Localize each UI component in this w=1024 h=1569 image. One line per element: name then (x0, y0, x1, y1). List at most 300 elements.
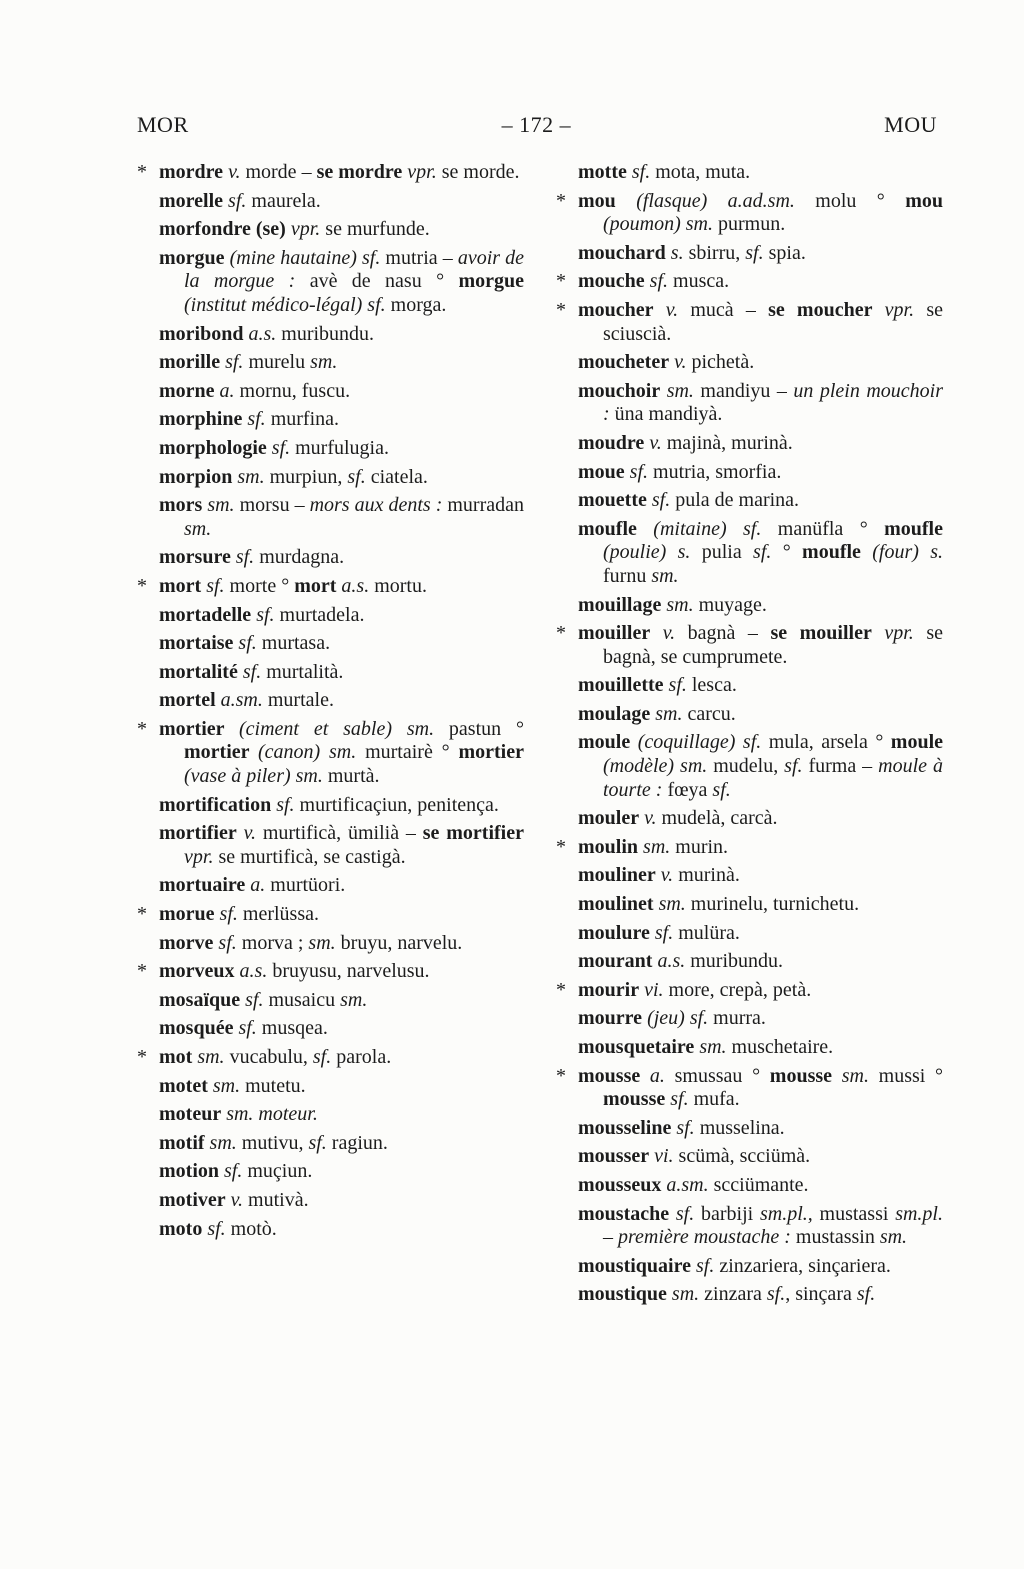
entry-text-segment: musselina. (699, 1116, 785, 1139)
entry-text-segment: morfondre (se) (159, 218, 286, 241)
entry-text-segment: mosaïque (159, 988, 241, 1011)
entry-text-segment: morelle (159, 189, 224, 212)
entry-text-segment: a.s. (243, 322, 282, 345)
entry-text-segment: sf. (347, 465, 371, 488)
entry-text-segment: pulia (701, 541, 754, 564)
entry-text-segment: mousse (769, 1064, 833, 1087)
entry-text-segment: murtüori. (270, 874, 346, 897)
dictionary-entry (556, 864, 943, 888)
entry-text-segment: avè de nasu ° (309, 270, 459, 293)
entry-text-segment: murinelu, turnichetu. (690, 893, 860, 916)
dictionary-entry (137, 989, 524, 1013)
entry-text-segment: mutivà. (248, 1188, 309, 1211)
entry-text-segment: morveux (159, 960, 235, 983)
header-page-number: – 172 – (501, 112, 572, 137)
entry-text-segment: moulinet (578, 893, 654, 916)
entry-text-segment: morga. (390, 293, 447, 316)
entry-text-segment: morva ; (241, 931, 309, 954)
entry-text-segment: sf. (663, 674, 692, 697)
entry-text-segment: moulure (578, 921, 650, 944)
entry-text-segment: moteur (159, 1103, 222, 1126)
entry-text-segment: mouchard (578, 241, 666, 264)
entry-text-segment: mudelà, carcà. (661, 807, 778, 830)
entry-text-segment: se mouiller (770, 622, 872, 645)
entry-text-segment: (modèle) sm. (603, 755, 714, 778)
entry-text-segment: sf. (646, 489, 676, 512)
entry-text-segment: moustache (578, 1202, 670, 1225)
dictionary-entry (137, 546, 524, 570)
dictionary-entry (137, 689, 524, 713)
dictionary-entry (556, 270, 943, 294)
entry-text-segment: mors (159, 494, 203, 517)
dictionary-entry (556, 351, 943, 375)
entry-text-segment: zinzariera, sinçariera. (719, 1254, 891, 1277)
entry-text-segment: mota, muta. (655, 161, 751, 183)
dictionary-entry (137, 247, 524, 318)
entry-text-segment: mousse (603, 1088, 666, 1111)
entry-text-segment: (four) s. (872, 541, 944, 564)
homonym-asterisk-icon: * (556, 270, 566, 293)
entry-text-segment: mortel (159, 689, 216, 712)
entry-text-segment: moucheter (578, 351, 670, 374)
dictionary-entry (137, 661, 524, 685)
entry-text-segment: mousser (578, 1145, 650, 1168)
entry-text-segment: murfina. (270, 408, 339, 431)
entry-text-segment: sm. (207, 1074, 246, 1097)
entry-text-segment: sm. (651, 564, 679, 587)
dictionary-entry (556, 1065, 943, 1112)
entry-text-segment: v. (225, 1188, 249, 1211)
entry-text-segment: se morde. (441, 161, 520, 183)
entry-text-segment: mufa. (693, 1088, 740, 1111)
entry-text-segment: moribond (159, 322, 244, 345)
entry-text-segment: sf. (745, 241, 769, 264)
entry-text-segment: scciümante. (713, 1173, 809, 1196)
entry-text-segment: (mitaine) sf. (653, 517, 778, 540)
entry-text-segment: v. (236, 822, 263, 845)
homonym-asterisk-icon: * (556, 189, 566, 212)
entry-text-segment: a.sm. (661, 1173, 714, 1196)
entry-text-segment: muschetaire. (731, 1036, 834, 1058)
dictionary-entry (137, 1218, 524, 1242)
dictionary-entry (556, 893, 943, 917)
entry-text-segment: sf. (624, 460, 654, 483)
dictionary-entry (137, 190, 524, 214)
entry-text-segment: furma – (808, 755, 879, 778)
entry-text-segment: sf. (671, 1116, 700, 1139)
dictionary-entry (137, 218, 524, 242)
dictionary-entry (137, 604, 524, 628)
entry-text-segment: v. (653, 298, 691, 321)
dictionary-entry (137, 437, 524, 461)
entry-text-segment: mousse (578, 1064, 641, 1087)
entry-text-segment: sf. (219, 1160, 248, 1183)
dictionary-entry (556, 950, 943, 974)
homonym-asterisk-icon: * (137, 903, 147, 926)
entry-text-segment: moto (159, 1217, 203, 1240)
entry-text-segment: sf. (220, 351, 249, 374)
entry-text-segment: sf. (665, 1088, 694, 1111)
entry-text-segment: sf. (766, 1283, 786, 1306)
entry-text-segment: sf. (240, 988, 269, 1011)
entry-text-segment: morille (159, 351, 221, 374)
entry-text-segment: murra. (713, 1007, 766, 1030)
entry-text-segment: sf. (644, 270, 674, 293)
entry-text-segment: vi. (649, 1145, 679, 1168)
entry-text-segment: a. (214, 379, 240, 402)
entry-text-segment: mutetu. (245, 1074, 306, 1097)
entry-text-segment: murfulugia. (295, 436, 389, 459)
entry-text-segment: mouliner (578, 864, 656, 887)
entry-text-segment: mustassi (819, 1202, 896, 1225)
dictionary-entry (137, 351, 524, 375)
entry-text-segment: sm. (232, 465, 270, 488)
entry-text-segment: mornu, fuscu. (239, 379, 351, 402)
page-header (137, 112, 937, 138)
entry-text-segment: moustiquaire (578, 1254, 691, 1277)
entry-text-segment: sm. (666, 1283, 705, 1306)
entry-text-segment: moulin (578, 835, 639, 858)
entry-text-segment: sf. (230, 546, 260, 569)
entry-text-segment: v. (644, 431, 667, 454)
entry-text-segment: murtificà, ümilià – (262, 822, 423, 845)
entry-text-segment: sf. (690, 1254, 720, 1277)
entry-text-segment: murtale. (267, 689, 334, 712)
entry-text-segment: (jeu) sf. (647, 1007, 714, 1030)
entry-text-segment: mandiyu – (700, 379, 794, 402)
entry-text-segment: mouchoir (578, 379, 661, 402)
dictionary-entry (137, 1132, 524, 1156)
entry-text-segment: moudre (578, 431, 645, 454)
entry-text-segment: , sinçara (785, 1283, 857, 1306)
entry-text-segment: more, crepà, petà. (668, 978, 812, 1001)
entry-text-segment: mutria – (385, 246, 458, 269)
entry-text-segment: murdagna. (259, 546, 345, 569)
entry-text-segment: moule à tourte : (603, 755, 943, 801)
entry-text-segment: a.s. (234, 960, 273, 983)
homonym-asterisk-icon: * (137, 960, 147, 983)
entry-text-segment: (flasque) a.ad.sm. (636, 189, 816, 212)
entry-text-segment: mucà – (690, 298, 769, 321)
entry-text-segment: (coquillage) sf. (637, 731, 769, 754)
dictionary-entry (137, 718, 524, 789)
dictionary-entry (556, 1255, 943, 1279)
entry-text-segment: mortadelle (159, 603, 252, 626)
entry-text-segment: a. (640, 1064, 675, 1087)
entry-text-segment: üna mandiyà. (614, 403, 723, 426)
dictionary-entry (137, 1103, 524, 1127)
dictionary-entry (556, 1036, 943, 1060)
dictionary-entry (137, 874, 524, 898)
entry-text-segment: (mine hautaine) sf. (229, 246, 386, 269)
dictionary-entry (137, 960, 524, 984)
text-columns (137, 161, 943, 1312)
entry-text-segment: furnu (603, 564, 652, 587)
entry-text-segment: sf. (753, 541, 783, 564)
entry-text-segment: se murfunde. (325, 218, 430, 241)
entry-text-segment: barbiji (700, 1202, 760, 1225)
entry-text-segment: mussi ° (878, 1064, 944, 1087)
dictionary-entry (137, 1189, 524, 1213)
entry-text-segment: (ciment et sable) sm. (239, 717, 449, 740)
entry-text-segment: bruyu, narvelu. (340, 931, 463, 954)
dictionary-entry (556, 622, 943, 669)
entry-text-segment: mortalité (159, 660, 238, 683)
entry-text-segment: moule (890, 731, 944, 754)
entry-text-segment: sm. (308, 931, 341, 954)
entry-text-segment: moue (578, 460, 625, 483)
entry-text-segment: murtadela. (279, 603, 365, 626)
entry-text-segment: sm. (340, 988, 368, 1011)
entry-text-segment: sf. (784, 755, 809, 778)
entry-text-segment: merlüssa. (242, 903, 319, 926)
entry-text-segment: murradan (447, 494, 524, 517)
entry-text-segment: se sciuscià. (603, 298, 943, 345)
entry-text-segment: pastun ° (448, 717, 524, 740)
entry-text-segment: mudelu, (713, 755, 785, 778)
entry-text-segment: mortifier (159, 822, 237, 845)
entry-text-segment: pichetà. (691, 351, 755, 374)
entry-text-segment: sm. (204, 1131, 242, 1154)
entry-text-segment: sm. (879, 1226, 908, 1249)
entry-text-segment: motet (159, 1074, 208, 1097)
homonym-asterisk-icon: * (137, 717, 147, 740)
dictionary-entry (137, 323, 524, 347)
homonym-asterisk-icon: * (137, 161, 147, 183)
homonym-asterisk-icon: * (137, 1046, 147, 1068)
dictionary-entry (556, 161, 943, 185)
entry-text-segment: mula, arsela ° (768, 731, 891, 754)
entry-text-segment: mustassin (795, 1226, 880, 1249)
entry-text-segment: vucabulu, (229, 1046, 313, 1068)
entry-text-segment: parola. (336, 1046, 392, 1068)
entry-text-segment: mourir (578, 978, 640, 1001)
entry-text-segment: maurela. (251, 189, 321, 212)
entry-text-segment: muribundu. (281, 322, 375, 345)
entry-text-segment: smussau ° (674, 1064, 770, 1087)
entry-text-segment: vpr. (285, 218, 326, 241)
dictionary-entry (137, 903, 524, 927)
homonym-asterisk-icon: * (137, 574, 147, 597)
entry-text-segment: sm. (660, 379, 701, 402)
dictionary-entry (137, 466, 524, 490)
entry-text-segment: sm. (694, 1036, 732, 1058)
dictionary-entry (137, 822, 524, 869)
entry-text-segment: se mordre (316, 161, 403, 183)
entry-text-segment: vpr. (872, 298, 927, 321)
entry-text-segment: sm. moteur. (221, 1103, 318, 1126)
dictionary-entry (556, 518, 943, 589)
homonym-asterisk-icon: * (556, 978, 566, 1001)
dictionary-entry (556, 836, 943, 860)
entry-text-segment: mortier (458, 741, 524, 764)
dictionary-entry (137, 161, 524, 185)
entry-text-segment: murtalità. (266, 660, 344, 683)
dictionary-entry (137, 932, 524, 956)
entry-text-segment: se murtificà, se castigà. (218, 845, 406, 868)
entry-text-segment: sf. (308, 1131, 332, 1154)
entry-text-segment: vpr. (402, 161, 442, 183)
entry-text-segment: (poumon) sm. (603, 213, 718, 236)
entry-text-segment: a.s. (336, 574, 375, 597)
entry-text-segment: mousseline (578, 1116, 672, 1139)
dictionary-entry (137, 1046, 524, 1070)
entry-text-segment: mou (905, 189, 943, 212)
entry-text-segment: murtairè ° (365, 741, 459, 764)
dictionary-entry (556, 299, 943, 346)
entry-text-segment: molu ° (815, 189, 906, 212)
entry-text-segment: mortification (159, 793, 272, 816)
entry-text-segment: scümà, scciümà. (678, 1145, 811, 1168)
entry-text-segment: v. (669, 351, 692, 374)
entry-text-segment: morsure (159, 546, 231, 569)
entry-text-segment: v. (223, 161, 246, 183)
entry-text-segment: mouler (578, 807, 640, 830)
entry-text-segment: v. (639, 807, 662, 830)
entry-text-segment: vpr. (871, 622, 927, 645)
entry-text-segment: s. (665, 241, 689, 264)
entry-text-segment: motiver (159, 1188, 226, 1211)
header-left-guideword: MOR (137, 112, 189, 137)
dictionary-entry (137, 632, 524, 656)
entry-text-segment: musaicu (268, 988, 341, 1011)
entry-text-segment: mortier (159, 717, 239, 740)
entry-text-segment: se moucher (768, 298, 873, 321)
dictionary-entry (556, 807, 943, 831)
entry-text-segment: murtasa. (261, 632, 331, 655)
entry-text-segment: mousquetaire (578, 1036, 695, 1058)
entry-text-segment: sf. (233, 632, 262, 655)
entry-text-segment: sf. (266, 436, 296, 459)
entry-text-segment: murelu (248, 351, 311, 374)
dictionary-entry (556, 979, 943, 1003)
entry-text-segment: un plein mouchoir : (603, 379, 944, 426)
entry-text-segment: morphine (159, 408, 243, 431)
dictionary-entry (556, 922, 943, 946)
entry-text-segment: morte ° (229, 574, 295, 597)
entry-text-segment: sm. (184, 517, 212, 540)
homonym-asterisk-icon: * (556, 622, 566, 645)
dictionary-entry (556, 1283, 943, 1307)
entry-text-segment: sf. (237, 660, 267, 683)
entry-text-segment: sm. (192, 1046, 230, 1068)
entry-text-segment: murin. (675, 835, 729, 858)
entry-text-segment: sf. (712, 778, 731, 801)
entry-text-segment: sf. (223, 189, 252, 212)
dictionary-entry (137, 1160, 524, 1184)
entry-text-segment: mot (159, 1046, 193, 1068)
entry-text-segment: morphologie (159, 436, 267, 459)
entry-text-segment: fœya (667, 778, 713, 801)
entry-text-segment: mortier (184, 741, 258, 764)
entry-text-segment: motò. (230, 1217, 277, 1240)
dictionary-entry (556, 1007, 943, 1031)
entry-text-segment: morpion (159, 465, 233, 488)
entry-text-segment: mortu. (374, 574, 427, 597)
entry-text-segment: motif (159, 1131, 205, 1154)
dictionary-entry (137, 494, 524, 541)
entry-text-segment: morgue (159, 246, 230, 269)
dictionary-entry (556, 432, 943, 456)
entry-text-segment: musqea. (261, 1017, 328, 1040)
entry-text-segment: mouche (578, 270, 645, 293)
entry-text-segment: sm. (832, 1064, 879, 1087)
entry-text-segment: sf. (626, 161, 656, 183)
entry-text-segment: mors aux dents : (309, 494, 448, 517)
dictionary-entry (556, 1174, 943, 1198)
entry-text-segment: mordre (159, 161, 224, 183)
entry-text-segment: morne (159, 379, 215, 402)
entry-text-segment: sf. (214, 903, 243, 926)
dictionary-entry (137, 408, 524, 432)
dictionary-entry (556, 594, 943, 618)
entry-text-segment: sf. (649, 921, 679, 944)
dictionary-entry (556, 731, 943, 802)
entry-text-segment: murpiun, (269, 465, 348, 488)
entry-text-segment: sf. (312, 1046, 337, 1068)
entry-text-segment: a.s. (652, 950, 691, 973)
entry-text-segment: moustique (578, 1283, 667, 1306)
entry-text-segment: muyage. (698, 593, 767, 616)
entry-text-segment: ciatela. (370, 465, 428, 488)
dictionary-entry (556, 489, 943, 513)
entry-text-segment: (vase à piler) sm. (184, 765, 328, 788)
entry-text-segment: sf. (201, 574, 230, 597)
entry-text-segment: mort (294, 574, 337, 597)
entry-text-segment: sf. (233, 1017, 262, 1040)
entry-text-segment: bruyusu, narvelusu. (272, 960, 430, 983)
dictionary-entry (137, 1075, 524, 1099)
entry-text-segment: spia. (768, 241, 806, 264)
entry-text-segment: zinzara (704, 1283, 767, 1306)
entry-text-segment: pula de marina. (675, 489, 800, 512)
entry-text-segment: mutria, smorfia. (653, 460, 782, 483)
entry-text-segment: mutivu, (241, 1131, 309, 1154)
entry-text-segment: sm.pl., (759, 1202, 820, 1225)
homonym-asterisk-icon: * (556, 1064, 566, 1087)
entry-text-segment: vi. (639, 978, 669, 1001)
entry-text-segment: v. (655, 864, 679, 887)
entry-text-segment: a.sm. (215, 689, 268, 712)
entry-text-segment: mosquée (159, 1017, 234, 1040)
entry-text-segment: avoir de la morgue : (184, 246, 524, 293)
entry-text-segment: murinà. (678, 864, 740, 887)
entry-text-segment: motte (578, 161, 627, 183)
entry-text-segment: muribundu. (690, 950, 784, 973)
entry-text-segment: (canon) sm. (257, 741, 366, 764)
dictionary-entry (556, 674, 943, 698)
entry-text-segment: se bagnà, se cumprumete. (603, 622, 943, 668)
entry-text-segment: a. (245, 874, 271, 897)
entry-text-segment: majinà, murinà. (666, 431, 793, 454)
dictionary-entry (556, 461, 943, 485)
entry-text-segment: purmun. (718, 213, 786, 236)
entry-text-segment: sm. (310, 351, 338, 374)
entry-text-segment: sm. (661, 593, 699, 616)
entry-text-segment: bagnà – (687, 622, 771, 645)
homonym-asterisk-icon: * (556, 835, 566, 858)
dictionary-entry (556, 242, 943, 266)
entry-text-segment: mousseux (578, 1173, 662, 1196)
entry-text-segment: mortuaire (159, 874, 246, 897)
entry-text-segment: sf. (856, 1283, 876, 1306)
entry-text-segment: sm. (638, 835, 676, 858)
entry-text-segment: (poulie) s. (603, 541, 702, 564)
dictionary-entry (137, 1017, 524, 1041)
entry-text-segment: morde – (245, 161, 317, 183)
entry-text-segment: muçiun. (247, 1160, 313, 1183)
dictionary-entry (137, 794, 524, 818)
